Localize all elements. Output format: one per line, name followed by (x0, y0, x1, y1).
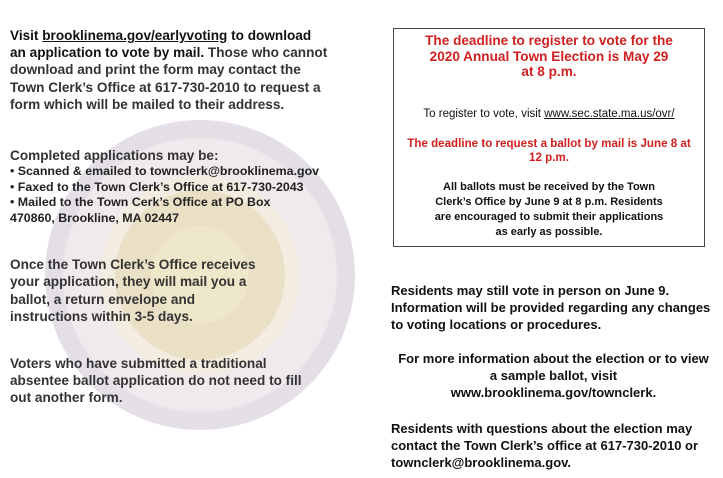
intro-paragraph (10, 27, 330, 113)
intro-text: Visit (10, 28, 43, 43)
earlyvoting-link[interactable]: brooklinema.gov/earlyvoting (42, 28, 228, 43)
ovr-link[interactable]: www.sec.state.ma.us/ovr/ (544, 107, 675, 120)
intro-rest: Those who cannot download and print the form may contact the Town Clerk’s Office at 617-730-2010 to request a form which will be mailed to their address. (10, 45, 328, 112)
mail-deadline: The deadline to request a ballot by mail is June 8 at 12 p.m. (407, 136, 691, 164)
register-deadline: The deadline to register to vote for the 2020 Annual Town Election is May 29 at 8 p.m. (425, 33, 673, 79)
method-item: • Scanned & emailed to townclerk@brooklinema.gov (10, 164, 355, 180)
method-item: • Faxed to the Town Clerk’s Office at 617-730-2043 (10, 180, 355, 196)
in-person-paragraph: Residents may still vote in person on June 9. Information will be provided regarding any changes to voting locations or procedures. (391, 283, 711, 332)
register-info (394, 108, 704, 120)
left-column (10, 27, 360, 407)
completed-heading: Completed applications may be: (10, 148, 219, 164)
more-info-paragraph: For more information about the election or to view a sample ballot, visit www.brooklinema.gov/townclerk. (398, 351, 709, 400)
traditional-paragraph: Voters who have submitted a traditional absentee ballot application do not need to fill out another form. (10, 356, 302, 406)
intro-text-2: to download an application to vote by mail. (10, 28, 312, 61)
register-text: To register to vote, visit (423, 107, 545, 120)
received-deadline: All ballots must be received by the Town Clerk’s Office by June 9 at 8 p.m. Residents are encouraged to submit their applications as early as possible. (434, 180, 664, 238)
method-item: • Mailed to the Town Cerk’s Office at PO Box 470860, Brookline, MA 02447 (10, 195, 280, 226)
receipt-paragraph: Once the Town Clerk’s Office receives your application, they will mail you a ballot, a return envelope and instructions within 3-5 days. (10, 257, 256, 324)
deadline-box (393, 28, 705, 247)
questions-paragraph: Residents with questions about the election may contact the Town Clerk’s office at 617-730-2010 or townclerk@brooklinema.gov. (391, 421, 699, 470)
methods-list (10, 164, 355, 226)
